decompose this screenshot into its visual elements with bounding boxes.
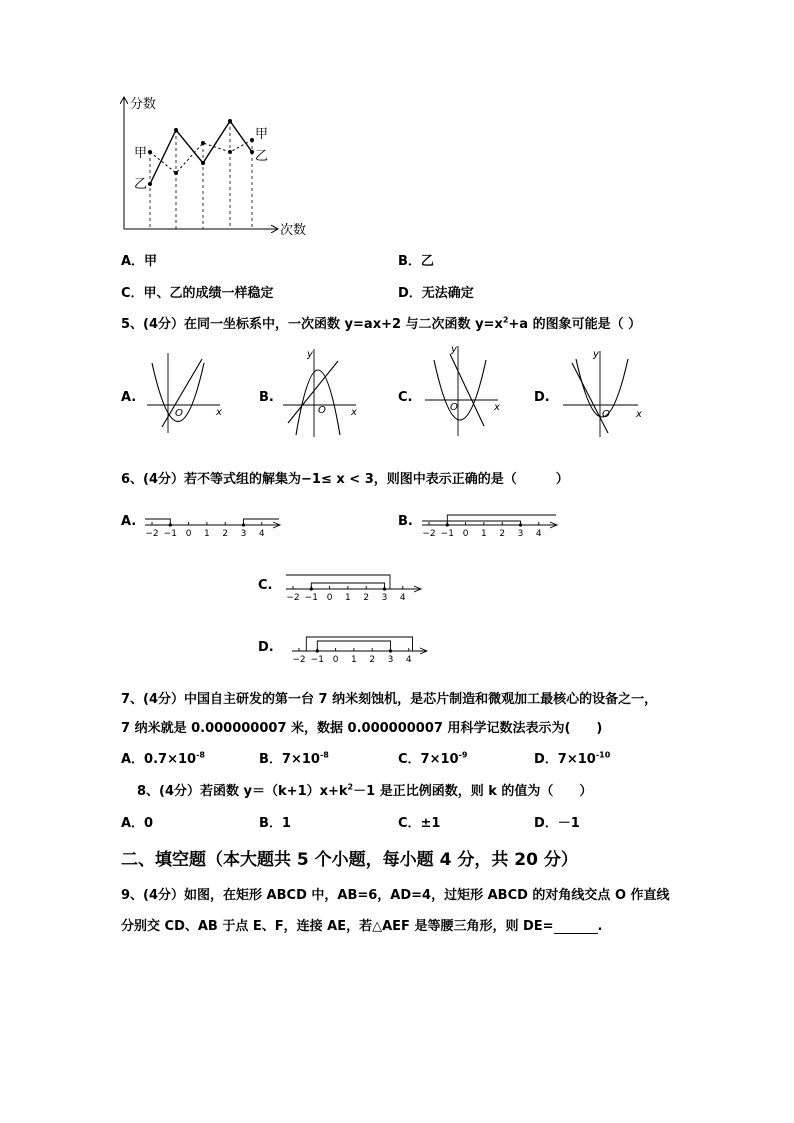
q8-option-d: D．－1 xyxy=(534,816,580,831)
tick-label: −1 xyxy=(440,529,454,539)
x-axis-label: 次数 xyxy=(280,223,307,238)
yi-right-label: 乙 xyxy=(255,149,269,164)
endpoint-dot xyxy=(389,649,392,652)
endpoint-dot xyxy=(383,587,386,590)
svg-text:x: x xyxy=(636,409,642,420)
q7-option-d: D．$7\times 10^{-10}$ xyxy=(534,750,611,767)
q9-line1: 9、(4分）如图，在矩形 ABCD 中，AB=6，AD=4，过矩形 ABCD 的对角线交点 O 作直线 xyxy=(121,888,670,903)
tick-label: −1 xyxy=(163,529,177,539)
q9-answer-blank[interactable] xyxy=(554,921,598,934)
svg-text:x: x xyxy=(494,402,500,413)
solution-bracket xyxy=(306,637,412,651)
tick-label: −1 xyxy=(304,593,318,603)
q5-label-c: C. xyxy=(398,390,413,405)
solution-bracket xyxy=(422,521,521,525)
tick-label: 3 xyxy=(381,593,388,603)
tick-label: −2 xyxy=(422,529,436,539)
q7-option-b: B．$7\times 10^{-8}$ xyxy=(259,750,329,767)
q6-label-b: B. xyxy=(398,514,413,529)
q8-option-c: C．±1 xyxy=(398,816,441,831)
q6-label-d: D. xyxy=(258,640,274,655)
y-axis-label: 分数 xyxy=(130,97,157,112)
solution-bracket xyxy=(286,575,390,589)
svg-text:O: O xyxy=(450,402,458,413)
tick-label: 1 xyxy=(204,529,210,539)
q6-numberline-b xyxy=(422,503,562,539)
q7-line2: 7 纳米就是 0.000000007 米，数据 0.000000007 用科学记数法表示为( ) xyxy=(121,721,603,736)
q5-label-a: A. xyxy=(121,390,137,405)
score-line-graph xyxy=(112,92,312,242)
q6-label-a: A. xyxy=(121,514,137,529)
q6-numberline-c xyxy=(286,567,426,603)
svg-text:x: x xyxy=(216,407,222,418)
q8-stem: 8、(4分）若函数 $y=(k+1)x+k^2-1$ 是正比例函数，则 k 的值为（ ） xyxy=(137,782,593,799)
section-title: 二、填空题（本大题共 5 个小题，每小题 4 分，共 20 分） xyxy=(121,850,578,870)
yi-left-label: 乙 xyxy=(134,177,148,192)
q6-numberline-d xyxy=(292,629,432,665)
tick-label: 3 xyxy=(387,655,394,665)
q6-label-c: C. xyxy=(258,578,273,593)
svg-text:y: y xyxy=(593,349,599,360)
endpoint-dot xyxy=(242,523,245,526)
jia-line xyxy=(150,121,252,184)
tick-label: 4 xyxy=(399,593,406,603)
endpoint-dot xyxy=(316,649,319,652)
jia-right-label: 甲 xyxy=(255,127,269,142)
solution-bracket xyxy=(447,515,556,525)
q5-graph-a xyxy=(142,345,232,440)
q4-option-b: B．乙 xyxy=(398,254,434,269)
endpoint-dot xyxy=(169,523,172,526)
q5-label-d: D. xyxy=(534,390,550,405)
tick-label: 0 xyxy=(185,529,192,539)
svg-text:O: O xyxy=(318,405,326,416)
q4-option-d: D．无法确定 xyxy=(398,286,474,301)
jia-left-label: 甲 xyxy=(134,146,148,161)
svg-text:y: y xyxy=(307,349,313,360)
tick-label: 2 xyxy=(222,529,229,539)
tick-label: 2 xyxy=(499,529,506,539)
svg-text:O: O xyxy=(602,409,610,420)
endpoint-dot xyxy=(519,523,522,526)
tick-label: 1 xyxy=(351,655,357,665)
q5-stem: 5、(4分）在同一坐标系中，一次函数 y=ax+2 与二次函数 $y=x^2+a$ 的图象可能是（ ） xyxy=(121,315,642,332)
q6-numberline-a xyxy=(145,503,285,539)
endpoint-dot xyxy=(310,587,313,590)
q6-stem: 6、(4分）若不等式组的解集为−1≤ x < 3，则图中表示正确的是（ ） xyxy=(121,472,569,487)
q9-line2: 分别交 CD、AB 于点 E、F，连接 AE，若△AEF 是等腰三角形，则 DE= . xyxy=(121,919,603,934)
tick-label: 1 xyxy=(481,529,487,539)
q7-option-a: A．$0.7\times 10^{-8}$ xyxy=(121,750,205,767)
q4-option-a: A．甲 xyxy=(121,254,158,269)
tick-label: 0 xyxy=(332,655,339,665)
tick-label: 0 xyxy=(462,529,469,539)
tick-label: 4 xyxy=(405,655,412,665)
tick-label: 2 xyxy=(369,655,376,665)
tick-label: 3 xyxy=(240,529,247,539)
q5-graph-d xyxy=(558,345,648,440)
svg-text:x: x xyxy=(351,407,357,418)
tick-label: 4 xyxy=(535,529,542,539)
tick-label: 2 xyxy=(363,593,370,603)
q5-label-b: B. xyxy=(259,390,274,405)
endpoint-dot xyxy=(446,523,449,526)
yi-line xyxy=(150,140,252,173)
tick-label: −1 xyxy=(310,655,324,665)
q8-option-b: B．1 xyxy=(259,816,291,831)
q8-option-a: A．0 xyxy=(121,816,154,831)
q7-line1: 7、(4分）中国自主研发的第一台 7 纳米刻蚀机，是芯片制造和微观加工最核心的设备之一， xyxy=(121,692,658,707)
q5-graph-c xyxy=(420,340,510,440)
q7-option-c: C．$7\times 10^{-9}$ xyxy=(398,750,468,767)
svg-text:y: y xyxy=(451,344,457,355)
solution-bracket xyxy=(145,519,170,525)
svg-text:O: O xyxy=(175,408,183,419)
tick-label: 4 xyxy=(258,529,265,539)
q5-graph-b xyxy=(278,345,368,440)
tick-label: 0 xyxy=(326,593,333,603)
tick-label: −2 xyxy=(292,655,306,665)
tick-label: −2 xyxy=(286,593,300,603)
tick-label: −2 xyxy=(145,529,159,539)
q4-option-c: C．甲、乙的成绩一样稳定 xyxy=(121,286,274,301)
tick-label: 3 xyxy=(517,529,524,539)
tick-label: 1 xyxy=(345,593,351,603)
